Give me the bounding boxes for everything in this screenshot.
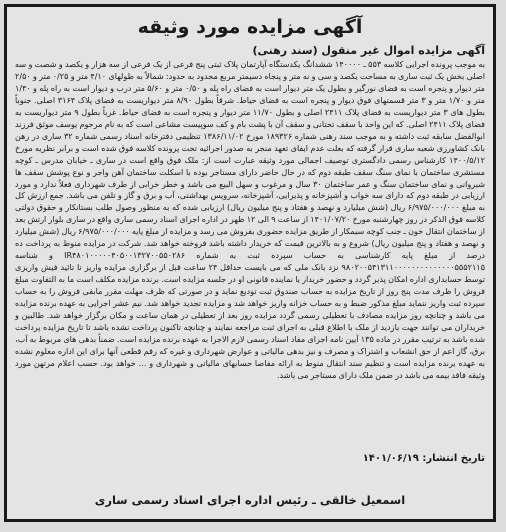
publication-date (7, 453, 493, 464)
publication-date-label: تاریخ انتشار: (422, 453, 485, 464)
publication-date-value: ۱۴۰۱/۰۶/۱۹ (362, 453, 419, 464)
notice-title: آگهی مزایده مورد وثیقه (137, 16, 363, 38)
auction-notice (4, 4, 496, 522)
notice-subtitle: آگهی مزایده اموال غیر منقول (سند رهنی) (252, 44, 485, 57)
signature: اسمعیل خالقی ـ رئیس اداره اجرای اسناد رسمی ساری (94, 493, 406, 507)
notice-body: به موجب پرونده اجرایی کلاسه ۵۵۳ ـ ۱۴۰۰۰۰ ششدانگ یکدستگاه آپارتمان پلاک ثبتی پنج فرعی از یک فرعی از سه هزار و یکصد و شصت و سه اصلی بخش یک ثبت ساری به مساحت یکصد و سی و نه متر و پنجاه دسیمتر مربع محدود به حدود: شمالاً به طولهای ۴/۱۰ متر و ۰/۲۵ متر و ۲/۵۰ متر دیوار و پنجره است به فضای نورگیر و بطول یک متر دیوار است به فضای راه پله و ۰/۵۰ متر و ۵/۶۰ متر درب و دیوار است به راه پله و ۱/۴۰ متر و ۱/۷۰ متر و ۳ متر قسمتهای فوق دیوار و پنجره است به فضای حیاط. شرقاً بطول ۸/۹۰ متر دیواریست به فضای پلاک ۳۱۶۴ اصلی. جنوباً بطول های ۳ متر دیواریست به فضای پلاک ۲۴۱۱ اصلی و بطول ۱۱/۷۰ متر دیوار و پنجره است به فضای حیاط. غرباً بطول ۹ متر دیواریست به فضای پلاک ۲۴۱۱ اصلی. که این واحد با سقف تحتانی و سقف آن با پشت بام و کف سوپیست مشاعی است که به نام مرحوم یوسف موثق فرزند ابوالفضل سابقه ثبت داشته و به موجب سند رهنی شماره ۱۸۹۳۲۶ مورخ ۱۳۸۶/۱۱/۰۲ تنظیمی دفترخانه اسناد رسمی شماره ۳۲ ساری در رهن بانک کشاورزی شعبه ساری قرار گرفته که بعلت عدم ایفای تعهد منجر به صدور اجرائیه تحت پرونده کلاسه فوق شده است و برابر نظریه مورخ ۱۴۰۰/۵/۱۲ کارشناس رسمی دادگستری توصیف اجمالی مورد وثیقه عبارت است از: ملک فوق واقع است در ساری ـ خیابان مدرس ـ کوچه مستشری ساختمان با نمای سنگ سقف طبقه دوم که در حال حاضر دارای مستاجر بوده با اسکلت ساختمان آهن واجر و نوع پوشش سقف ها شیروانی و نمای ساختمان سنگ و عمر ساختمان ۳۰ سال و مرغوب و سهل البیع می باشد و خطر خرابی از طرف شهرداری فعلاً ندارد و مورد ارزیابی در طبقه دوم که دارای سه خواب و آشپزخانه و پذیرایی، آشپزخانه، سرویس بهداشتی، آب و برق و گاز و تلفن می باشد. جمع ارزش کل به مبلغ ۶/۹۷۵/۰۰۰/۰۰۰ ریال (شش میلیارد و نهصد و هفتاد و پنج میلیون ریال) ارزیابی شده که به منظور وصول طلب بستانکار و حقوق دولتی کلاسه فوق الذکر در روز چهارشنبه مورخ ۱۴۰۱/۰۷/۲۰ از ساعت ۹ الی ۱۲ ظهر در اداره اجرای اسناد رسمی ساری واقع در ساری بلوار ارتش بعد از ساختمان انتقال خون ـ جنب کوچه سیمکار از طریق مزایده حضوری بفروش می رسد و مزایده از مبلغ پایه ۶/۹۷۵/۰۰۰/۰۰۰ ریال (شش میلیارد و نهصد و هفتاد و پنج میلیون ریال) شروع و به بالاترین قیمت که خریدار داشته باشد فروخته خواهد شد. شرکت در مزایده منوط به پرداخت ده درصد از مبلغ پایه کارشناسی به حساب سپرده ثبت به شماره IR۴۸۰۱۰۰۰۰۰۴۰۵۰۰۱۳۲۷۰۰۵۵۰۲۸۶ و شناسه ۹۸۰۲۰۰۵۴۱۳۱۱۰۰۰۰۰۰۰۰۰۰۰۰۰۰۵۵۵۲۱۱۵ نزد بانک ملی که می بایست حداقل ۲۴ ساعت قبل از برگزاری مزایده واریز تا تائید فیش واریزی توسط حسابداری اداره امکان پذیر گردد و حضور خریدار یا نماینده قانونی او در جلسه مزایده است. برنده مزایده مکلف است ما به التفاوت مبلغ فروش را ظرف مدت پنج روز از تاریخ مزایده به حساب صندوق ثبت تودیع نماید و در صورتی که ظرف مهلت مقرر مابقی فروش را به حساب سپرده ثبت واریز ننماید مبلغ مذکور ضبط و به حساب خزانه واریز خواهد شد و مزایده تجدید خواهد شد. نیم عشر اجرایی به عهده برنده مزایده می باشد و چنانچه روز مزایده مصادف با تعطیلی رسمی گردد مزایده روز بعد از تعطیلی در همان ساعت و مکان برگزار خواهد شد. طالبین و خریداران می توانند جهت بازدید از ملک با اطلاع قبلی به اجرای ثبت مراجعه نمایند و چنانچه تاکنون پرداخت نشده باشد تا تاریخ مزایده پرداخت شده باشد به ترتیب مقرر در ماده ۱۳۵ آیین نامه اجرای مفاد اسناد رسمی لازم الاجرا به عهده برنده مزایده است. ضمناً بدهی های مربوط به آب، برق، گاز اعم از حق انشعاب و اشتراک و مصرف و نیز بدهی مالیاتی و عوارض شهرداری و غیره که رقم قطعی آنها برای این اداره معلوم نشده به عهده برنده مزایده است و تنظیم سند انتقال منوط به ارائه مفاصا حسابهای مالیاتی و شهرداری و ... خواهد بود. حسب اعلام مرتهن مورد وثیقه فاقد بیمه می باشد در ضمن ملک دارای مستاجر می باشد. (15, 59, 486, 380)
